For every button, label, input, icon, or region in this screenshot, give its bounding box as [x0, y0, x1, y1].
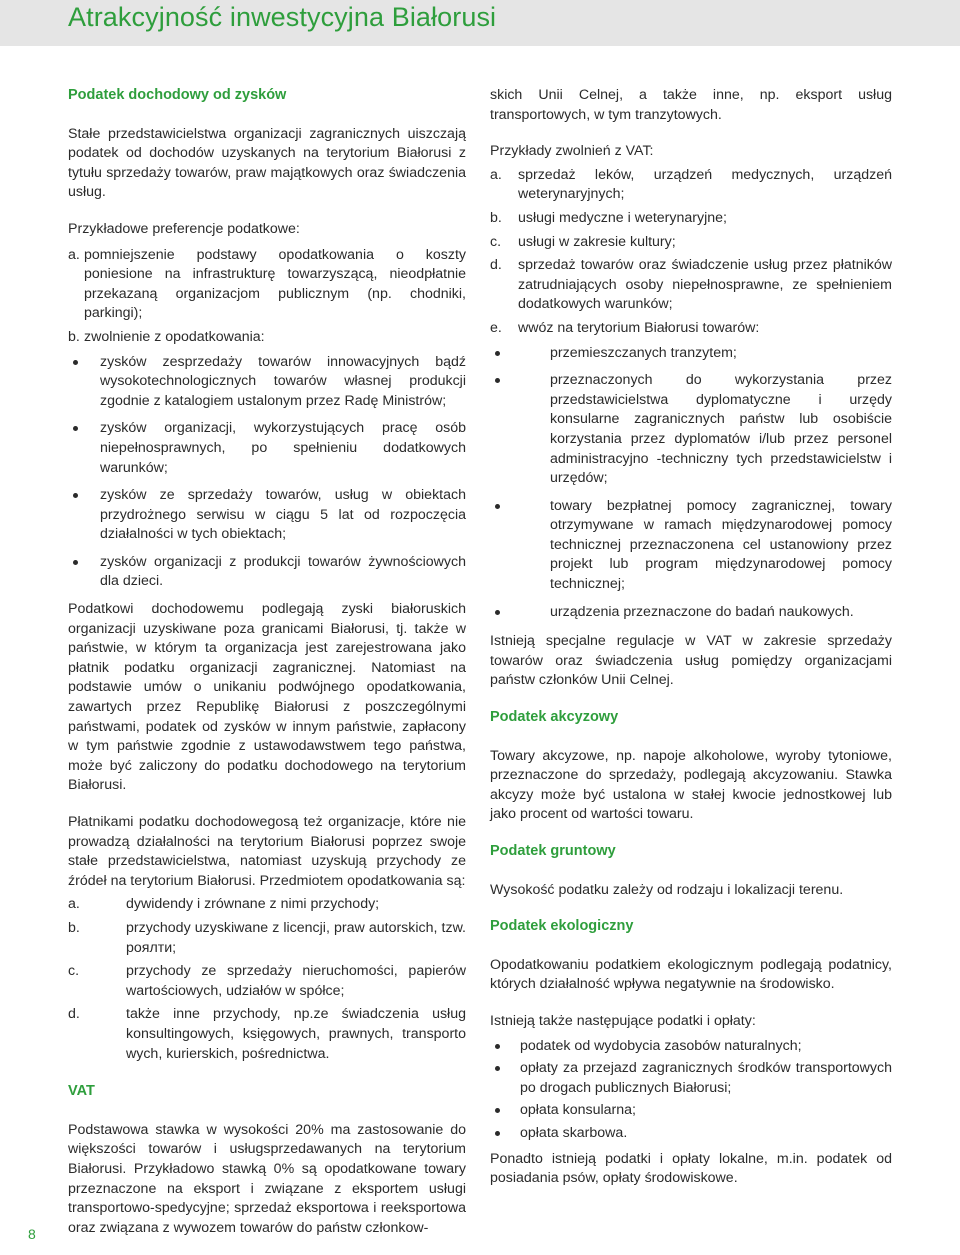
right-column: [490, 86, 892, 1206]
list-item-text: sprzedaż leków, urządzeń medycznych, urządzeń weterynaryjnych;: [518, 166, 892, 203]
page-title: Atrakcyjność inwestycyjna Białorusi: [68, 2, 497, 32]
vat-exemptions-label: Przykłady zwolnień z VAT:: [490, 143, 654, 160]
list-marker: a.: [68, 246, 80, 263]
list-item: przeznaczonych do wykorzystania przez przedstawicielstwa dyplomatyczne i urzędy konsularne zagranicznych państw lub osobiście korzystania przez dyplomatów i/lub przez personel administracyjno -techniczny tych przedstawicielstw i urzędów;: [490, 371, 892, 489]
eco-tax-heading: Podatek ekologiczny: [490, 918, 634, 935]
list-marker: b.: [68, 919, 80, 936]
preferences-list: [68, 246, 466, 593]
closing-paragraph: Ponadto istnieją podatki i opłaty lokalne, m.in. podatek od posiadania psów, opłaty środowiskowe.: [490, 1150, 892, 1187]
list-marker: b.: [490, 209, 502, 226]
list-item: opłaty za przejazd zagranicznych środków transportowych po drogach publicznych Białorusi;: [490, 1059, 892, 1098]
list-item-text: zwolnienie z opodatkowania:: [84, 328, 265, 345]
vat-paragraph: Podstawowa stawka w wysokości 20% ma zastosowanie do większości towarów i usługsprzedawanych na terytorium Białorusi. Przykładowo stawką 0% są opodatkowane towary przeznaczone na eksport i związane z eksportem usługi transportowo-spedycyjne; sprzedaż eksportowa i reeksportowa oraz związana z wywozem towarów do państw członkow-: [68, 1121, 466, 1236]
list-item-text: usługi w zakresie kultury;: [518, 233, 676, 250]
list-item: [490, 209, 892, 229]
income-tax-paragraph-3: Płatnikami podatku dochodowegosą też organizacje, które nie prowadzą działalności na terytorium Białorusi poprzez swoje stałe przedstawicielstwa, natomiast uzyskują przychody ze źródeł na terytorium Białorusi. Przedmiotem opodatkowania są:: [68, 814, 466, 889]
list-marker: c.: [68, 963, 80, 980]
vat-exemptions-list: [490, 166, 892, 622]
other-taxes-label: Istnieją także następujące podatki i opłaty:: [490, 1012, 756, 1029]
vat-special-paragraph: Istnieją specjalne regulacje w VAT w zakresie sprzedaży towarów oraz świadczenia usług pomiędzy organizacjami państw członków Unii Celnej.: [490, 633, 892, 689]
income-items-list: [68, 895, 466, 1064]
list-item: [68, 1005, 466, 1064]
eco-tax-paragraph: Opodatkowaniu podatkiem ekologicznym podlegają podatnicy, których działalność wpływa negatywnie na środowisko.: [490, 956, 892, 993]
list-item: [68, 328, 466, 592]
income-tax-heading: Podatek dochodowy od zysków: [68, 87, 287, 103]
list-item-text: dywidendy i zrównane z nimi przychody;: [126, 896, 380, 913]
list-marker: c.: [490, 233, 502, 250]
list-item: zysków zesprzedaży towarów innowacyjnych bądź wysokotechnologicznych towarów własnej produkcji zgodnie z katalogiem ustalonym przez Radę Ministrów;: [68, 353, 466, 412]
list-item: [68, 919, 466, 958]
excise-heading: Podatek akcyzowy: [490, 709, 619, 726]
list-marker: a.: [68, 896, 80, 913]
list-marker: a.: [490, 166, 502, 183]
list-item: opłata konsularna;: [490, 1101, 892, 1121]
list-item: [68, 962, 466, 1001]
list-item-text: sprzedaż towarów oraz świadczenie usług przez płatników zatrudniających osoby niepełnosprawne, ze spełnieniem dodatkowych warunków;: [518, 257, 892, 313]
list-item: [68, 895, 466, 915]
left-column: [68, 86, 466, 1255]
list-item: [490, 256, 892, 315]
list-item: [490, 166, 892, 205]
list-item: urządzenia przeznaczone do badań naukowych.: [490, 603, 892, 623]
list-item: podatek od wydobycia zasobów naturalnych;: [490, 1037, 892, 1057]
income-tax-paragraph-2: Podatkowi dochodowemu podlegają zyski białoruskich organizacji uzyskiwane poza granicami Białorusi, tj. także w państwie, w którym ta organizacja jest zarejestrowana jako płatnik podatku organizacji zagranicznej. Natomiast na podstawie umów o unikaniu podwójnego opodatkowania, zawartych przez Republikę Białorusi z poszczególnymi państwami, podatek od zysków w innym państwie, zapłacony w tym państwie zgodnie z ustawodawstwem tego państwa, może być zaliczony do podatku dochodowego na terytorium Białorusi.: [68, 601, 466, 794]
land-tax-paragraph: Wysokość podatku zależy od rodzaju i lokalizacji terenu.: [490, 881, 844, 898]
list-marker: b.: [68, 328, 80, 345]
land-tax-heading: Podatek gruntowy: [490, 843, 616, 859]
list-marker: d.: [490, 257, 502, 274]
list-item: zysków organizacji z produkcji towarów żywnościowych dla dzieci.: [68, 553, 466, 592]
list-item-text: wwóz na terytorium Białorusi towarów:: [518, 319, 760, 336]
excise-paragraph: Towary akcyzowe, np. napoje alkoholowe, wyroby tytoniowe, przeznaczone do sprzedaży, podlegają akcyzowaniu. Stawka akcyzy może być ustalona w stałej kwocie jednostkowej lub jako procent od wartości towaru.: [490, 747, 892, 823]
other-taxes-list: [490, 1037, 892, 1144]
list-item-text: usługi medyczne i weterynaryjne;: [518, 209, 727, 226]
list-item: [68, 246, 466, 324]
list-item-text: przychody ze sprzedaży nieruchomości, papierów wartościowych, udziałów w spółce;: [126, 963, 466, 999]
income-tax-intro: Stałe przedstawicielstwa organizacji zagranicznych uiszczają podatek od dochodów uzyskanych na terytorium Białorusi z tytułu sprzedaży towarów, praw majątkowych oraz świadczenia usług.: [68, 125, 466, 201]
list-item-text: także inne przychody, np.ze świadczenia usług konsultingowych, księgowych, prawnych, transporto wych, kurierskich, pośrednictwa.: [126, 1006, 466, 1062]
list-item: [490, 319, 892, 622]
preferences-label: Przykładowe preferencje podatkowe:: [68, 220, 300, 237]
list-item: [490, 233, 892, 253]
list-item: przemieszczanych tranzytem;: [490, 344, 892, 364]
vat-heading: VAT: [68, 1083, 95, 1100]
vat-continuation: skich Unii Celnej, a także inne, np. eksport usług transportowych, w tym tranzytowych.: [490, 87, 892, 123]
exemptions-list: [68, 353, 466, 593]
list-item: zysków ze sprzedaży towarów, usług w obiektach przydrożnego serwisu w ciągu 5 lat od rozpoczęcia działalności w tych obiektach;: [68, 486, 466, 545]
list-marker: d.: [68, 1006, 80, 1023]
list-marker: e.: [490, 319, 502, 336]
page-number: 8: [28, 1226, 36, 1242]
list-item: zysków organizacji, wykorzystujących pracę osób niepełnosprawnych, po spełnieniu dodatkowych warunków;: [68, 419, 466, 478]
list-item-text: przychody uzyskiwane z licencji, praw autorskich, tzw. роялти;: [126, 919, 466, 956]
list-item: opłata skarbowa.: [490, 1124, 892, 1144]
list-item: towary bezpłatnej pomocy zagranicznej, towary otrzymywane w ramach międzynarodowej pomocy technicznej przeznaczonena cel ustanowiony przez projekt lub program międzynarodowej pomocy technicznej;: [490, 497, 892, 595]
import-items-list: [490, 344, 892, 623]
list-item-text: pomniejszenie podstawy opodatkowania o koszty poniesione na infrastrukturę towarzyszącą, nieodpłatnie przekazaną organizacjom publicznym (np. chodniki, parkingi);: [84, 246, 466, 322]
